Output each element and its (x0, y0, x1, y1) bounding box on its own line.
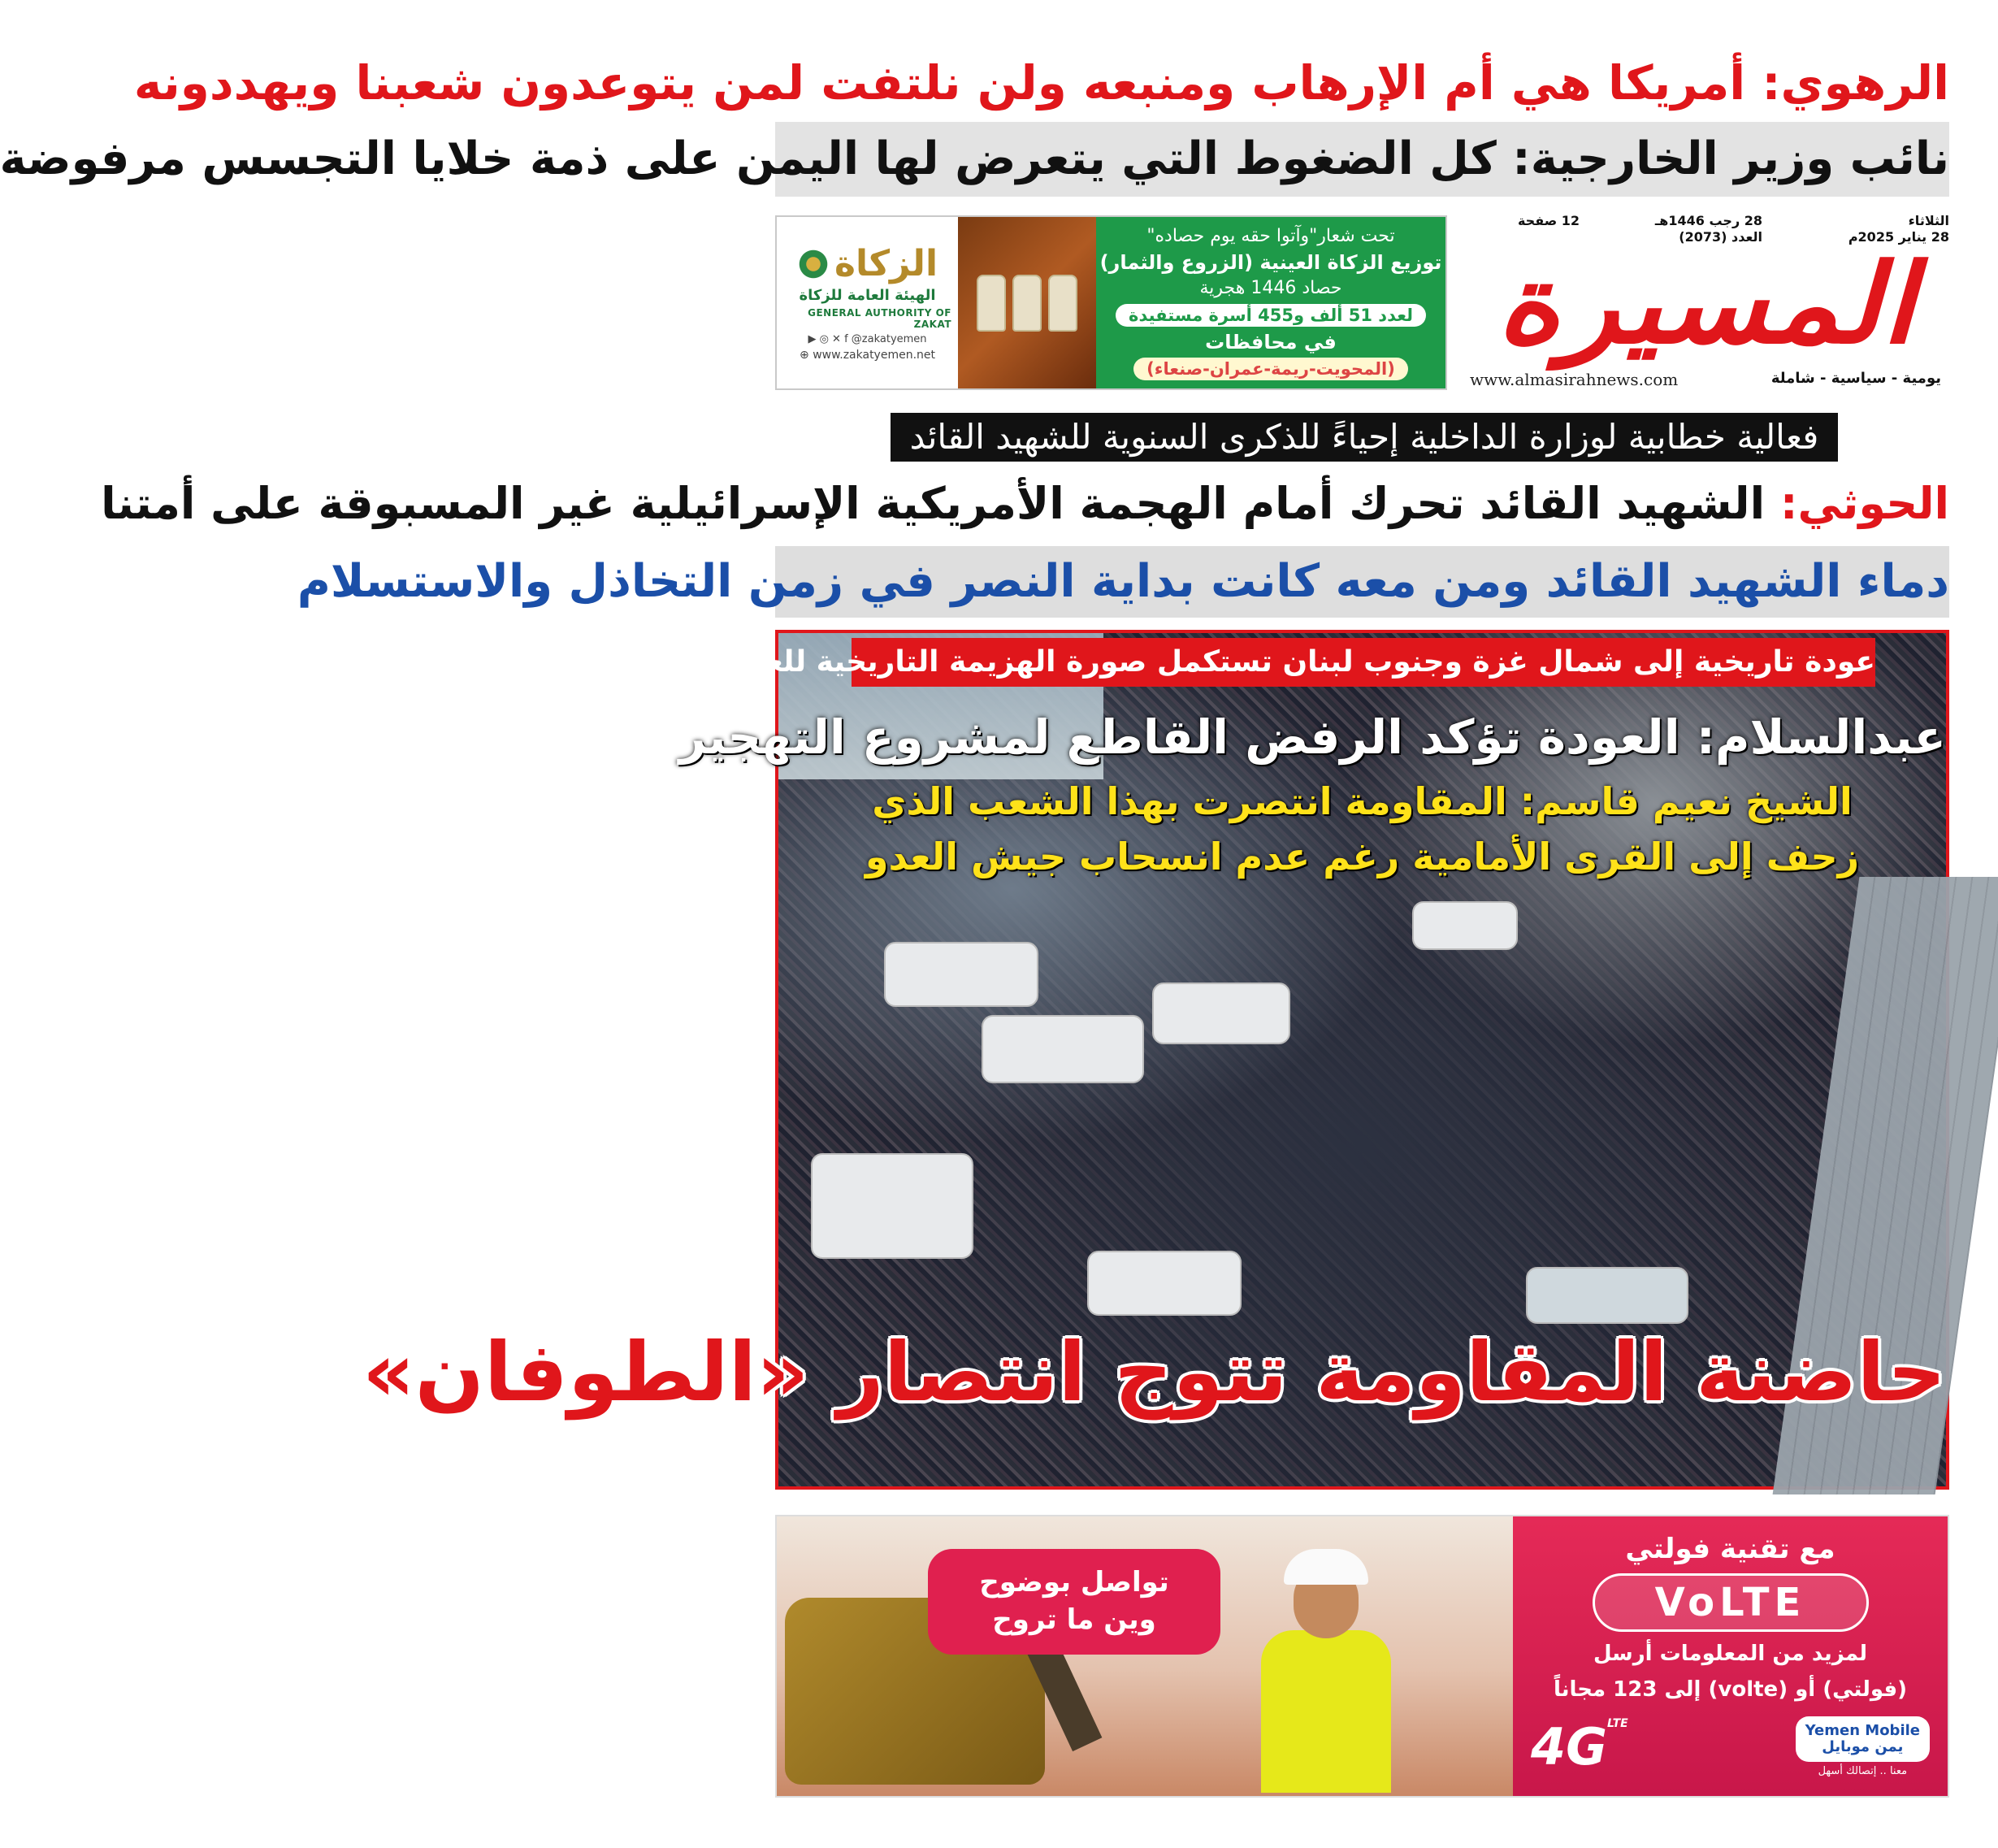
zakat-line-2: توزيع الزكاة العينية (الزروع والثمار) (1099, 250, 1442, 274)
yemen-mobile-name: Yemen Mobile (1805, 1722, 1920, 1739)
zakat-logo-arabic: الهيئة العامة للزكاة (799, 286, 936, 304)
photo-red-banner: عودة تاريخية إلى شمال غزة وجنوب لبنان تستكمل صورة الهزيمة التاريخية للعدو الإسرائيلي (852, 638, 1875, 687)
bubble-line-1: تواصل بوضوح (979, 1566, 1169, 1599)
yemen-mobile-advertisement[interactable] (775, 1515, 1949, 1798)
headline-black-bar: فعالية خطابية لوزارة الداخلية إحياءً للذكرى السنوية للشهيد القائد (891, 413, 1838, 462)
zakat-social-text: @zakatyemen (851, 332, 927, 345)
car-shape (982, 1015, 1144, 1083)
day-name: الثلاثاء (1908, 213, 1949, 228)
car-shape (1087, 1251, 1242, 1316)
zakat-social-handle: ▶ ◎ ✕ f @zakatyemen (808, 332, 927, 345)
photo-yellow-line-2: زحف إلى القرى الأمامية رغم عدم انسحاب جيش العدو (865, 835, 1860, 878)
ad-volte-panel (1513, 1516, 1948, 1796)
newspaper-logo: المسيرة (1496, 241, 1915, 369)
ad-logos-row (1531, 1716, 1930, 1777)
zakat-line-3: حصاد 1446 هجرية (1199, 277, 1342, 298)
yemen-mobile-logo (1796, 1716, 1930, 1762)
issue-number: العدد (2073) (1679, 229, 1762, 245)
yemen-mobile-logo-block (1796, 1716, 1930, 1777)
main-photo (362, 630, 1949, 1490)
zakat-website-text: www.zakatyemen.net (813, 348, 936, 362)
car-shape (1412, 901, 1518, 950)
website-url[interactable]: www.almasirahnews.com (1470, 370, 1679, 389)
zakat-advertisement[interactable] (775, 215, 1447, 390)
ad-heading: مع تقنية فولتي (1625, 1533, 1835, 1565)
zakat-ad-text-panel (1096, 217, 1445, 388)
sack-icon (1048, 275, 1077, 332)
ad-info-2: (فولتي) أو (volte) إلى 123 مجاناً (1553, 1677, 1908, 1702)
date-hijri: 28 رجب 1446هـ (1654, 213, 1762, 228)
headline-top-1: الرهوي: أمريكا هي أم الإرهاب ومنبعه ولن نلتفت لمن يتوعدون شعبنا ويهددونه (133, 55, 1949, 111)
headline-blue-bar: دماء الشهيد القائد ومن معه كانت بداية النصر في زمن التخاذل والاستسلام (775, 546, 1949, 618)
page-count: 12 صفحة (1517, 213, 1580, 228)
4g-logo (1531, 1717, 1628, 1776)
yemen-mobile-slogan: معنا .. إتصالك أسهل (1818, 1765, 1908, 1777)
tagline: يومية - سياسية - شاملة (1770, 370, 1941, 387)
bubble-line-2: وين ما تروح (992, 1603, 1156, 1636)
zakat-logo-english: GENERAL AUTHORITY OF ZAKAT (808, 306, 951, 330)
headline-houthi-prefix: الحوثي: (1779, 478, 1949, 529)
worker-vest-shape (1261, 1630, 1391, 1793)
sack-icon (977, 275, 1006, 332)
yemen-mobile-name-ar: يمن موبايل (1822, 1738, 1904, 1755)
4g-text: 4G (1531, 1717, 1608, 1776)
volte-logo: VoLTE (1593, 1573, 1869, 1632)
van-shape (811, 1153, 973, 1259)
car-shape (884, 942, 1038, 1007)
ad-worker-image (777, 1516, 1513, 1796)
headline-top-2: نائب وزير الخارجية: كل الضغوط التي يتعرض لها اليمن على ذمة خلايا التجسس مرفوضة (775, 122, 1949, 197)
headline-houthi-text: الشهيد القائد تحرك أمام الهجمة الأمريكية الإسرائيلية غير المسبوقة على أمتنا (101, 478, 1766, 529)
photo-yellow-line-1: الشيخ نعيم قاسم: المقاومة انتصرت بهذا الشعب الذي (872, 779, 1853, 823)
sack-icon (1012, 275, 1042, 332)
car-shape (1152, 983, 1290, 1044)
zakat-logo-name: الزكاة (834, 242, 938, 284)
zakat-website[interactable]: ⊕ www.zakatyemen.net (800, 348, 936, 362)
zakat-flower-icon (797, 248, 830, 280)
zakat-line-6: (المحويت-ريمة-عمران-صنعاء) (1133, 358, 1408, 380)
photo-big-headline: حاضنة المقاومة تتوج انتصار «الطوفان» (362, 1325, 1946, 1420)
ad-speech-bubble (928, 1549, 1220, 1655)
hard-hat-icon (1284, 1549, 1368, 1585)
zakat-line-4: لعدد 51 ألف و455 أسرة مستفيدة (1116, 304, 1426, 327)
zakat-logo-panel (777, 217, 958, 388)
zakat-line-5: في محافظات (1205, 330, 1337, 354)
zakat-line-1: تحت شعار"وآتوا حقه يوم حصاده" (1146, 225, 1395, 246)
ad-info-1: لمزيد من المعلومات أرسل (1593, 1642, 1868, 1666)
date-gregorian: 28 يناير 2025م (1848, 229, 1949, 245)
headline-houthi (101, 467, 1949, 540)
grain-sacks-image (958, 217, 1096, 388)
photo-white-headline: عبدالسلام: العودة تؤكد الرفض القاطع لمشروع التهجير (678, 709, 1946, 765)
lte-text: LTE (1607, 1717, 1628, 1730)
